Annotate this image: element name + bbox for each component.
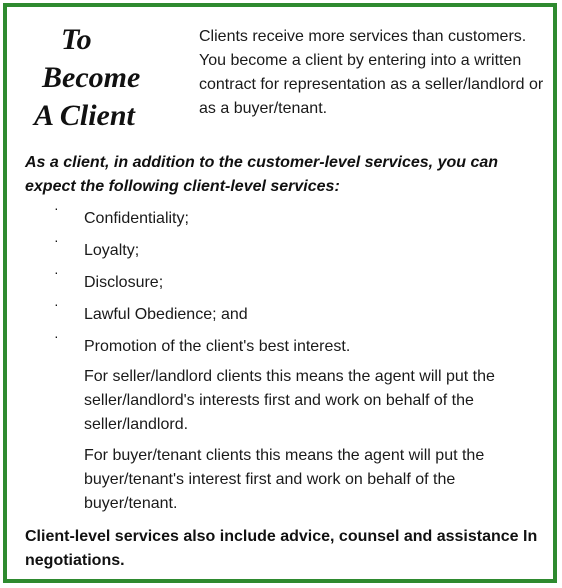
page-title (25, 21, 165, 135)
bullet-icon: · (54, 296, 59, 312)
bullet-icon: · (54, 200, 59, 216)
title-line-1: To (61, 23, 92, 56)
service-label-best-interest: Promotion of the client's best interest. (84, 338, 351, 355)
list-item (7, 296, 553, 335)
list-item (7, 232, 553, 271)
bullet-icon: · (54, 328, 59, 344)
title-line-2: Become (42, 61, 141, 94)
list-item (7, 200, 553, 239)
intro-paragraph: Clients receive more services than customers. You become a client by entering into a written contract for representation as a seller/landlord or as a buyer/tenant. (199, 28, 544, 117)
buyer-tenant-paragraph: For buyer/tenant clients this means the agent will put the buyer/tenant's interest first and work on behalf of the buyer/tenant. (84, 447, 485, 512)
list-item (7, 264, 553, 303)
seller-landlord-paragraph: For seller/landlord clients this means the agent will put the seller/landlord's interests first and work on behalf of the seller/landlord. (84, 368, 495, 433)
service-label-loyalty: Loyalty; (84, 242, 140, 259)
bullet-icon: · (54, 264, 59, 280)
list-item (7, 328, 553, 367)
service-label-confidentiality: Confidentiality; (84, 210, 189, 227)
closing-paragraph: Client-level services also include advice, counsel and assistance In negotiations. (25, 528, 538, 569)
bullet-icon: · (54, 232, 59, 248)
title-line-3: A Client (34, 99, 135, 132)
service-label-lawful-obedience: Lawful Obedience; and (84, 306, 248, 323)
services-list (7, 200, 553, 367)
lead-paragraph: As a client, in addition to the customer-level services, you can expect the following client-level services: (25, 154, 499, 195)
green-bordered-box (3, 3, 557, 583)
service-label-disclosure: Disclosure; (84, 274, 164, 291)
